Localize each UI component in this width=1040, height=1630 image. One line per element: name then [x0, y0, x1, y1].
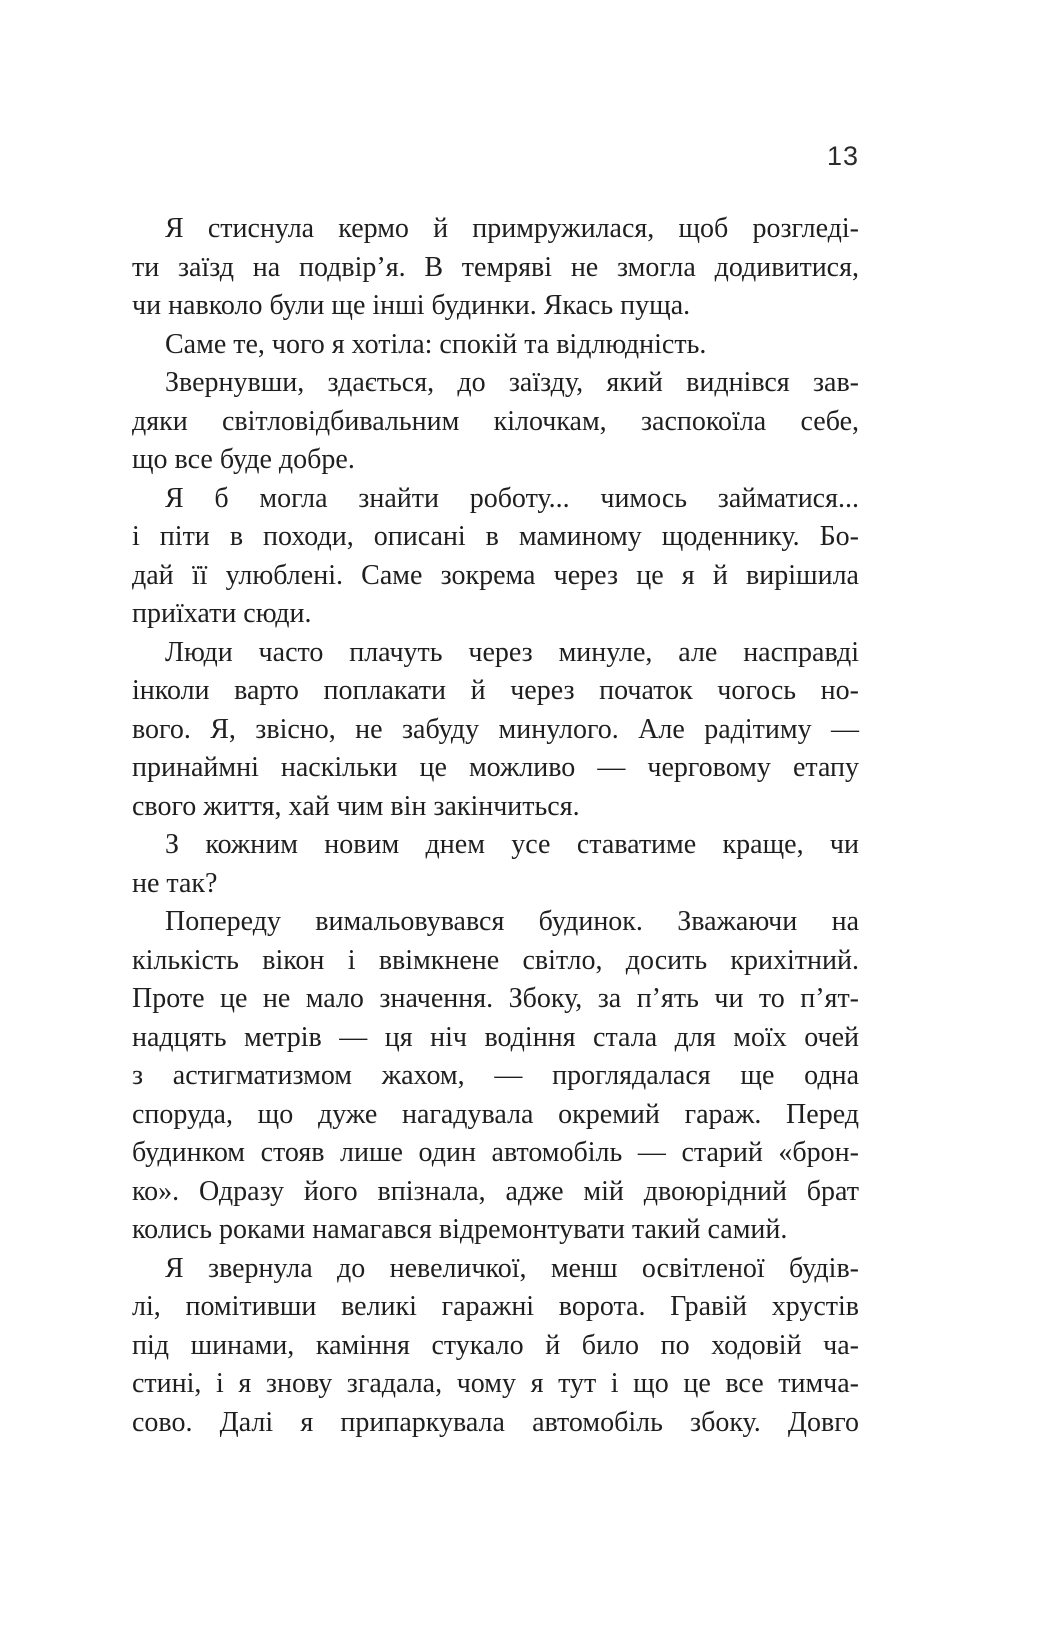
text-line: дяки світловідбивальним кілочкам, заспокоїла себе,: [132, 405, 859, 437]
text-line: під шинами, каміння стукало й било по ходовій ча-: [132, 1329, 859, 1361]
text-line: кількість вікон і ввімкнене світло, досить крихітний.: [132, 944, 859, 976]
text-line: З кожним новим днем усе ставатиме краще, чи: [165, 829, 859, 860]
text-line: будинком стояв лише один автомобіль — старий «брон-: [132, 1137, 859, 1168]
text-line: що все буде добре.: [132, 444, 355, 475]
paragraph: [132, 1250, 859, 1443]
paragraph: [132, 634, 859, 827]
text-line: не так?: [132, 867, 218, 899]
paragraph: [132, 364, 859, 480]
text-line: Я стиснула кермо й примружилася, щоб розгледі-: [165, 213, 859, 244]
text-line: Проте це не мало значення. Збоку, за п’ять чи то п’ят-: [132, 983, 859, 1014]
text-line: Люди часто плачуть через минуле, але насправді: [165, 636, 859, 668]
text-line: Попереду вимальовувався будинок. Зважаючи на: [165, 906, 859, 937]
text-line: з астигматизмом жахом, — проглядалася ще одна: [132, 1060, 859, 1091]
text-line: Я б могла знайти роботу... чимось займатися...: [165, 482, 859, 514]
text-line: принаймні наскільки це можливо — черговому етапу: [132, 752, 859, 783]
text-line: чи навколо були ще інші будинки. Якась пуща.: [132, 290, 691, 321]
text-line: ко». Одразу його впізнала, адже мій двоюрідний брат: [132, 1175, 859, 1207]
text-line: Звернувши, здається, до заїзду, який виднівся зав-: [165, 367, 859, 398]
page-number: 13: [826, 141, 859, 171]
text-line: лі, помітивши великі гаражні ворота. Гравій хрустів: [132, 1291, 859, 1322]
text-line: свого життя, хай чим він закінчиться.: [132, 790, 580, 822]
text-line: Я звернула до невеличкої, менш освітленої будів-: [165, 1252, 859, 1284]
text-line: ти заїзд на подвір’я. В темряві не змогла додивитися,: [132, 251, 859, 283]
paragraph: [132, 326, 859, 365]
text-line: стині, і я знову згадала, чому я тут і що це все тимча-: [132, 1368, 859, 1399]
paragraph: [132, 210, 859, 326]
paragraph: [132, 826, 859, 903]
text-line: вого. Я, звісно, не забуду минулого. Але радітиму —: [132, 713, 859, 745]
text-line: дай її улюблені. Саме зокрема через це я й вирішила: [132, 559, 859, 591]
paragraph: [132, 480, 859, 634]
text-line: колись роками намагався відремонтувати такий самий.: [132, 1214, 788, 1245]
text-line: Саме те, чого я хотіла: спокій та відлюдність.: [165, 328, 707, 360]
text-line: інколи варто поплакати й через початок чогось но-: [132, 675, 859, 706]
text-line: споруда, що дуже нагадувала окремий гараж. Перед: [132, 1098, 859, 1130]
text-line: надцять метрів — ця ніч водіння стала для моїх очей: [132, 1021, 859, 1053]
paragraph: [132, 903, 859, 1250]
text-line: і піти в походи, описані в маминому щоденнику. Бо-: [132, 521, 859, 552]
text-line: сово. Далі я припаркувала автомобіль збоку. Довго: [132, 1406, 859, 1438]
text-line: приїхати сюди.: [132, 598, 312, 629]
page-text: [132, 210, 859, 1442]
